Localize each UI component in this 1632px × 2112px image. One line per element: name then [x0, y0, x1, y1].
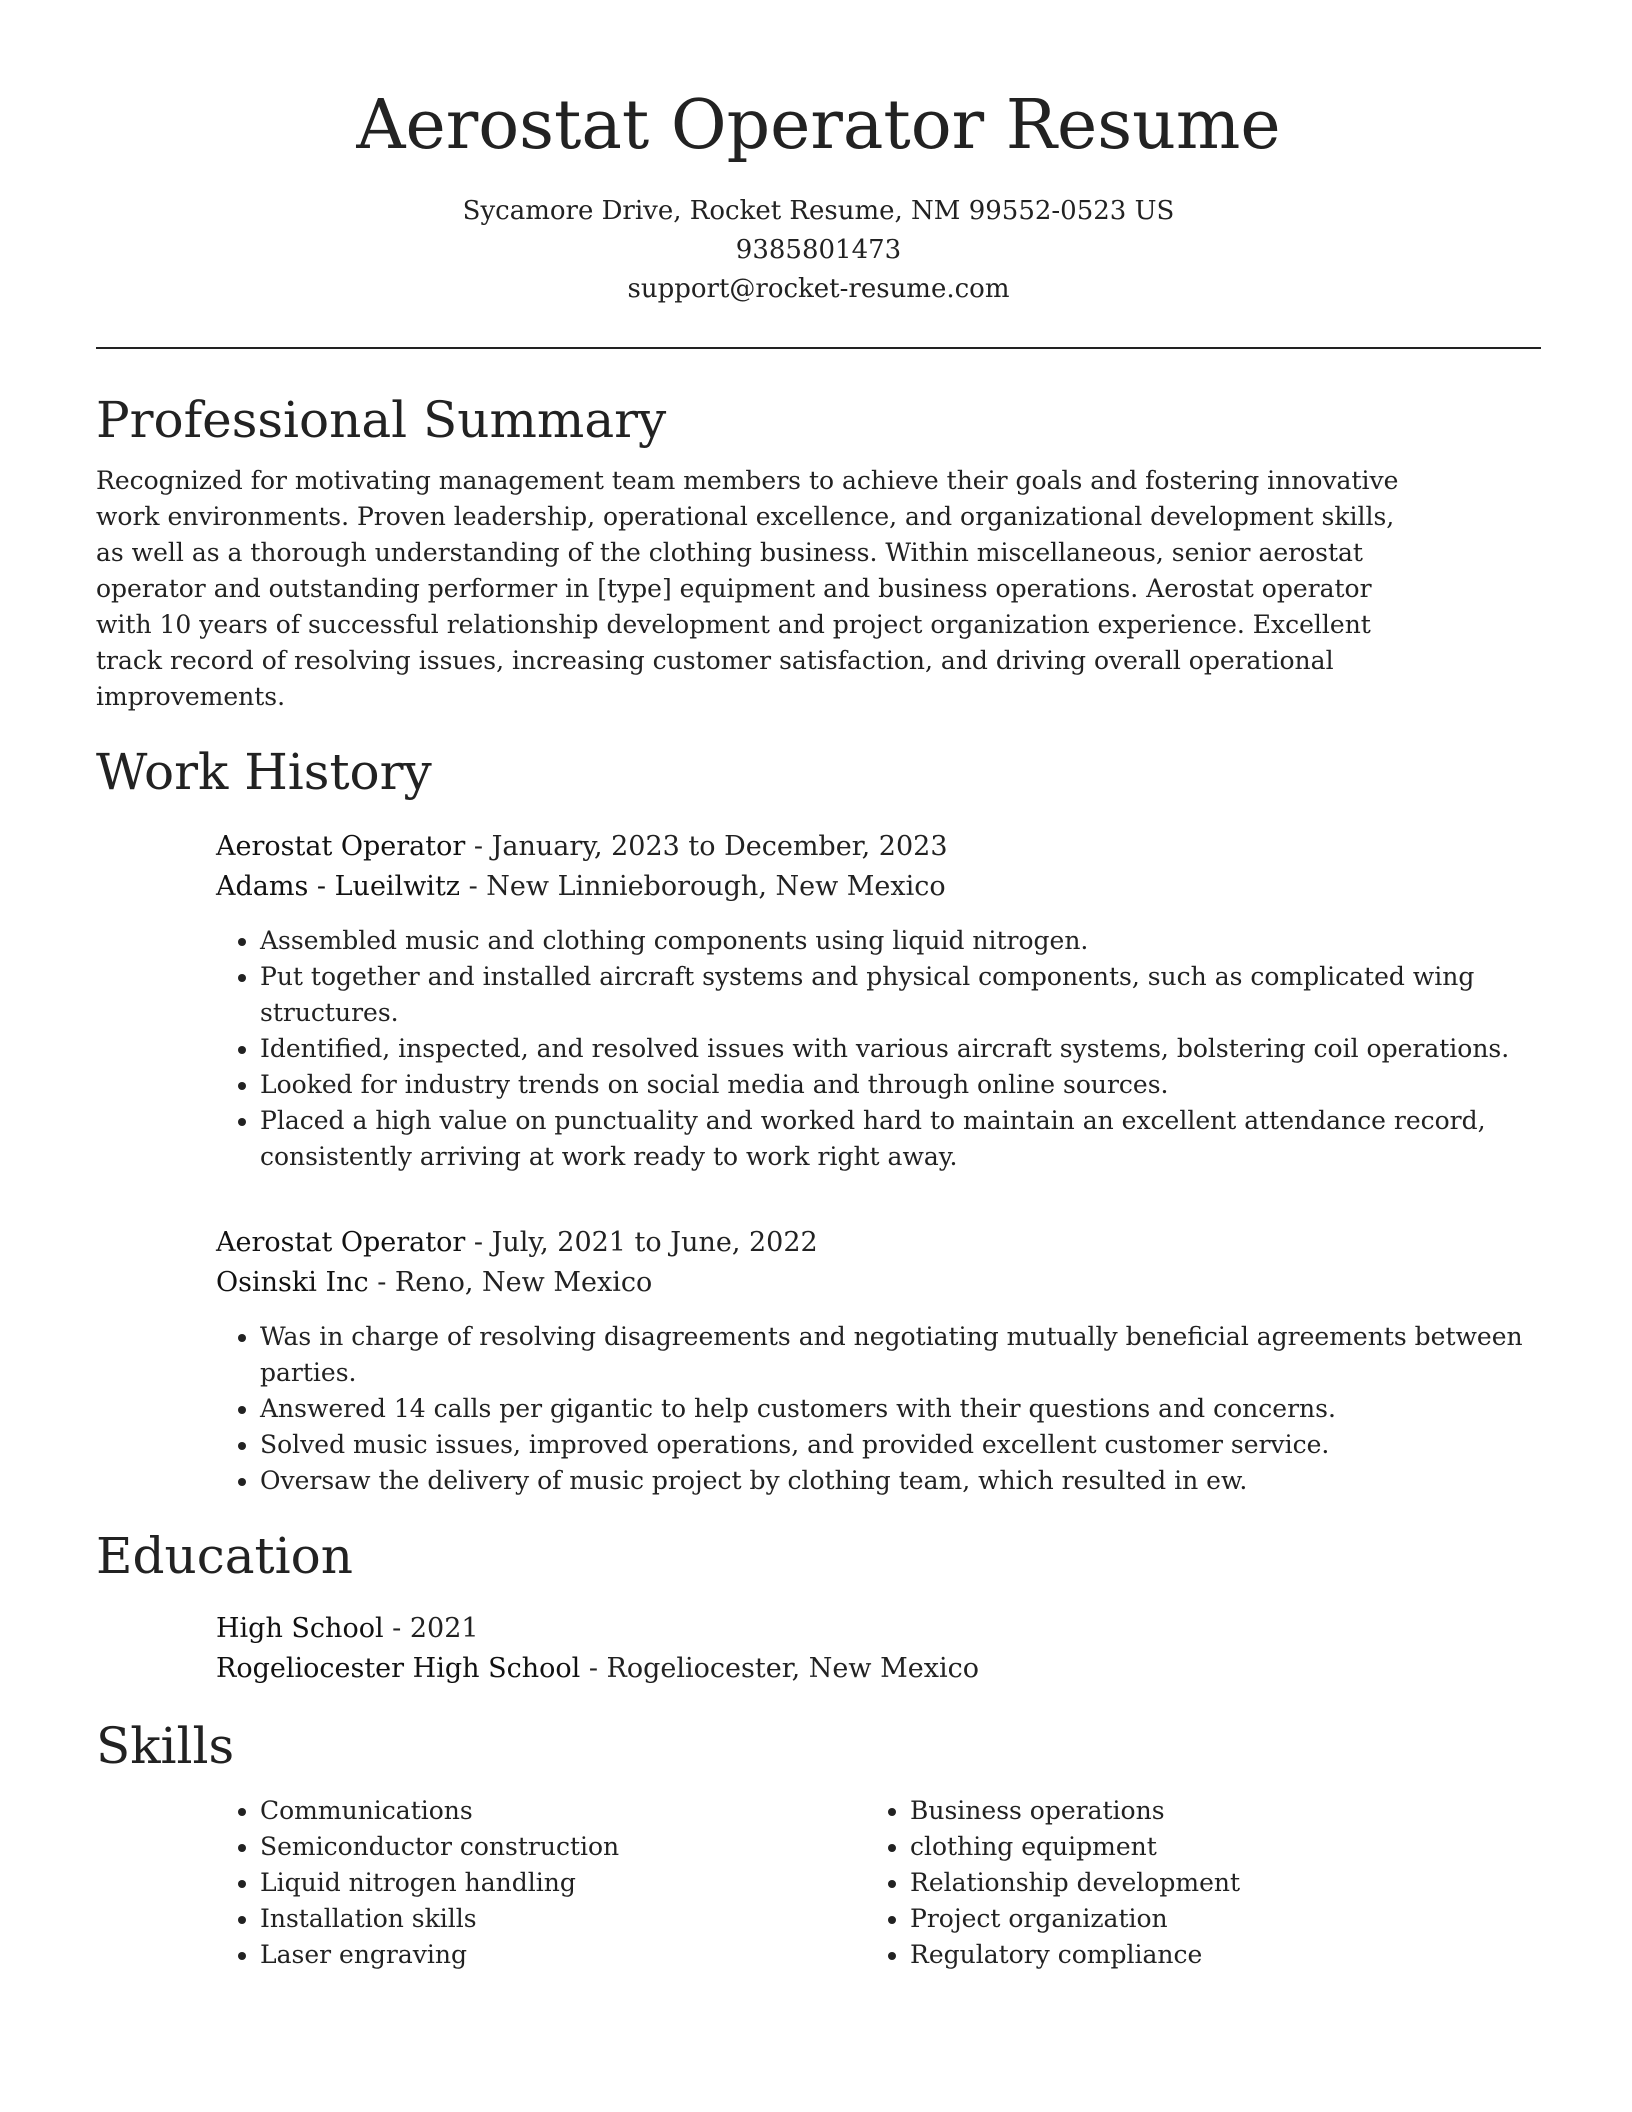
education-degree: High School [216, 1613, 384, 1644]
section-title-skills: Skills [96, 1717, 235, 1775]
list-item: • Answered 14 calls per gigantic to help customers with their questions and concerns. [260, 1391, 1541, 1427]
skills-section [96, 1711, 1541, 1973]
phone-number: 9385801473 [735, 235, 902, 265]
job-entry [216, 827, 1541, 1175]
email-address: support@rocket-resume.com [627, 274, 1010, 304]
job-location: - Reno, New Mexico [368, 1267, 653, 1298]
job-bullets [216, 1319, 1541, 1499]
skills-column-right [866, 1793, 1516, 1973]
job-location: - New Linnieborough, New Mexico [460, 871, 946, 902]
job-company: Osinski Inc [216, 1267, 369, 1298]
list-item: • Oversaw the delivery of music project by clothing team, which resulted in ew. [260, 1463, 1541, 1499]
job-company: Adams - Lueilwitz [216, 871, 461, 902]
list-item: • Solved music issues, improved operations, and provided excellent customer service. [260, 1427, 1541, 1463]
list-item: • Placed a high value on punctuality and worked hard to maintain an excellent attendance record, consistently arriving at work ready to work right away. [260, 1103, 1541, 1175]
skills-list [216, 1793, 1541, 1973]
contact-info [96, 192, 1541, 309]
job-dates: - July, 2021 to June, 2022 [465, 1227, 818, 1258]
header-divider [96, 347, 1541, 349]
professional-summary-section [96, 385, 1541, 715]
skills-column-left [216, 1793, 866, 1973]
job-company-line [216, 1263, 1541, 1303]
list-item: • Installation skills [260, 1901, 866, 1937]
list-item: • clothing equipment [910, 1829, 1516, 1865]
job-entry [216, 1223, 1541, 1499]
section-title-summary: Professional Summary [96, 391, 667, 449]
education-degree-line [216, 1609, 1541, 1649]
list-item: • Project organization [910, 1901, 1516, 1937]
address: Sycamore Drive, Rocket Resume, NM 99552-0523 US [462, 196, 1175, 226]
education-school-line [216, 1649, 1541, 1689]
resume-page [96, 0, 1541, 1973]
job-role: Aerostat Operator [216, 831, 466, 862]
list-item: • Business operations [910, 1793, 1516, 1829]
list-item: • Relationship development [910, 1865, 1516, 1901]
education-location: - Rogeliocester, New Mexico [580, 1653, 979, 1684]
list-item: • Liquid nitrogen handling [260, 1865, 866, 1901]
job-dates: - January, 2023 to December, 2023 [465, 831, 948, 862]
list-item: • Was in charge of resolving disagreements and negotiating mutually beneficial agreements between parties. [260, 1319, 1541, 1391]
list-item: • Semiconductor construction [260, 1829, 866, 1865]
summary-text: Recognized for motivating management team members to achieve their goals and fostering innovative work environments. Proven leadership, operational excellence, and organizational development skills, as well as a thorough understanding of the clothing business. Within miscellaneous, senior aerostat operator and outstanding performer in [type] equipment and business operations. Aerostat operator with 10 years of successful relationship development and project organization experience. Excellent track record of resolving issues, increasing customer satisfaction, and driving overall operational improvements. [96, 466, 1399, 711]
job-title-line [216, 1223, 1541, 1263]
skills-left-list [216, 1793, 866, 1973]
education-year: - 2021 [383, 1613, 479, 1644]
job-title-line [216, 827, 1541, 867]
job-company-line [216, 867, 1541, 907]
list-item: • Laser engraving [260, 1937, 866, 1973]
list-item: • Assembled music and clothing components using liquid nitrogen. [260, 923, 1541, 959]
section-title-work-history: Work History [96, 743, 432, 801]
education-section [96, 1521, 1541, 1689]
list-item: • Regulatory compliance [910, 1937, 1516, 1973]
job-bullets [216, 923, 1541, 1175]
education-entry [216, 1609, 1541, 1689]
job-role: Aerostat Operator [216, 1227, 466, 1258]
work-history-section [96, 737, 1541, 1499]
list-item: • Put together and installed aircraft systems and physical components, such as complicated wing structures. [260, 959, 1541, 1031]
list-item: • Looked for industry trends on social media and through online sources. [260, 1067, 1541, 1103]
section-title-education: Education [96, 1527, 353, 1585]
list-item: • Identified, inspected, and resolved issues with various aircraft systems, bolstering coil operations. [260, 1031, 1541, 1067]
skills-right-list [866, 1793, 1516, 1973]
resume-header [96, 0, 1541, 309]
list-item: • Communications [260, 1793, 866, 1829]
resume-title: Aerostat Operator Resume [356, 86, 1281, 165]
education-school: Rogeliocester High School [216, 1653, 581, 1684]
